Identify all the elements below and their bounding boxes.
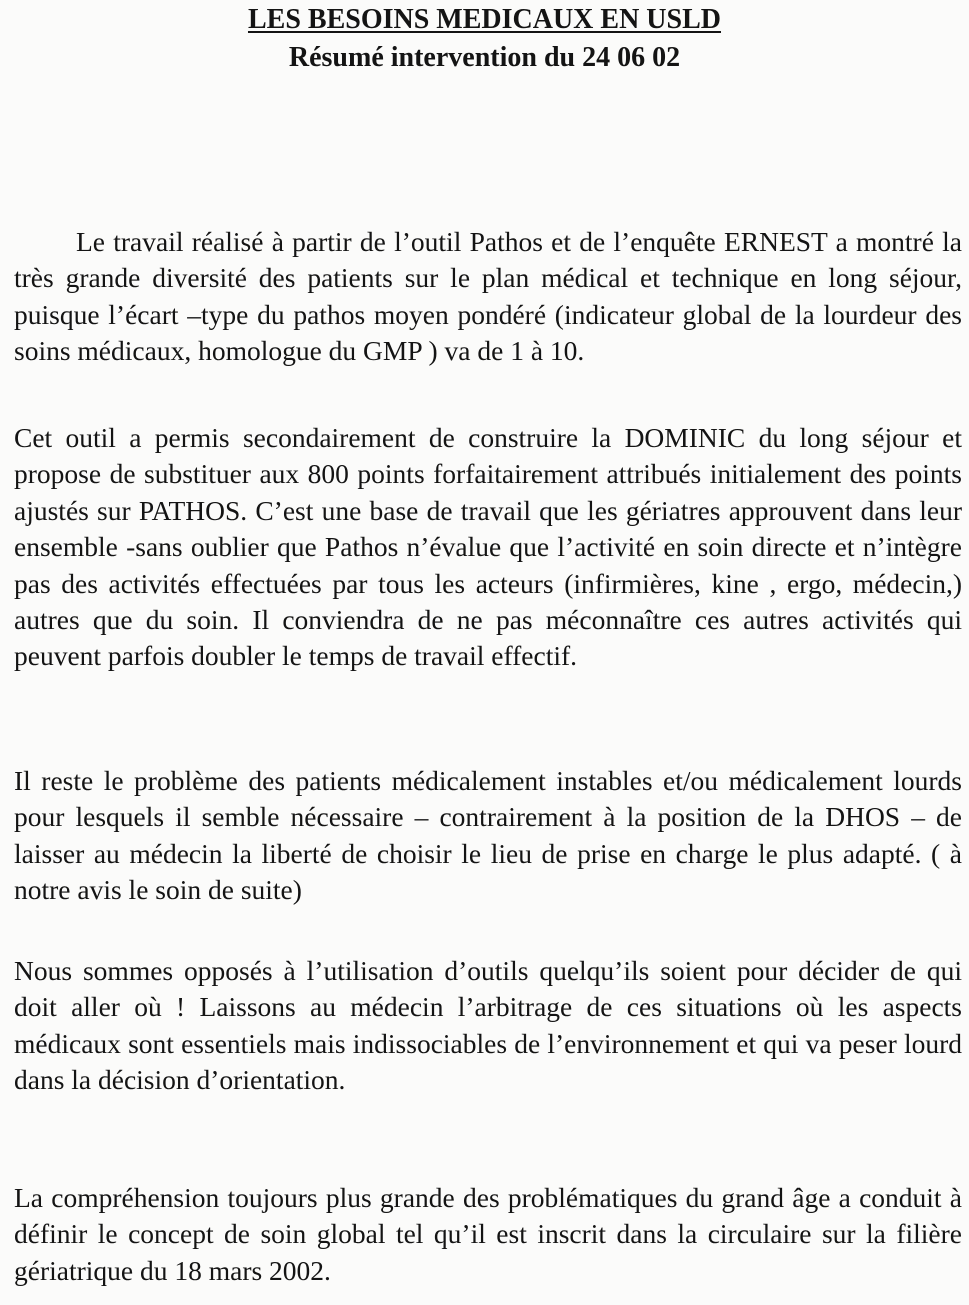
paragraph-global-care: La compréhension toujours plus grande des problématiques du grand âge a conduit à définir le concept de soin global tel qu’il est inscrit dans la circulaire sur la filière gériatrique du 18 mars 2002.: [14, 1182, 962, 1286]
document-title: LES BESOINS MEDICAUX EN USLD: [247, 4, 721, 35]
paragraph-pathos-ernest: Le travail réalisé à partir de l’outil Pathos et de l’enquête ERNEST a montré la très grande diversité des patients sur le plan médical et technique en long séjour, puisque l’écart –type du pathos moyen pondéré (indicateur global de la lourdeur des soins médicaux, homologue du GMP ) va de 1 à 10.: [14, 226, 962, 367]
paragraph-tools-opposition: Nous sommes opposés à l’utilisation d’outils quelqu’ils soient pour décider de qui doit aller où ! Laissons au médecin l’arbitrage de ces situations où les aspects médicaux sont essentiels mais indissociables de l’environnement et qui va peser lourd dans la décision d’orientation.: [14, 955, 962, 1096]
document-subtitle: Résumé intervention du 24 06 02: [288, 42, 681, 73]
paragraph-unstable-patients: Il reste le problème des patients médicalement instables et/ou médicalement lourds pour lesquels il semble nécessaire – contrairement à la position de la DHOS – de laisser au médecin la liberté de choisir le lieu de prise en charge le plus adapté. ( à notre avis le soin de suite): [14, 765, 962, 906]
paragraph-dominic: Cet outil a permis secondairement de construire la DOMINIC du long séjour et propose de substituer aux 800 points forfaitairement attribués initialement des points ajustés sur PATHOS. C’est une base de travail que les gériatres approuvent dans leur ensemble -sans oublier que Pathos n’évalue que l’activité en soin directe et n’intègre pas des activités effectuées par tous les acteurs (infirmières, kine , ergo, médecin,) autres que du soin. Il conviendra de ne pas méconnaître ces autres activités qui peuvent parfois doubler le temps de travail effectif.: [14, 422, 962, 672]
